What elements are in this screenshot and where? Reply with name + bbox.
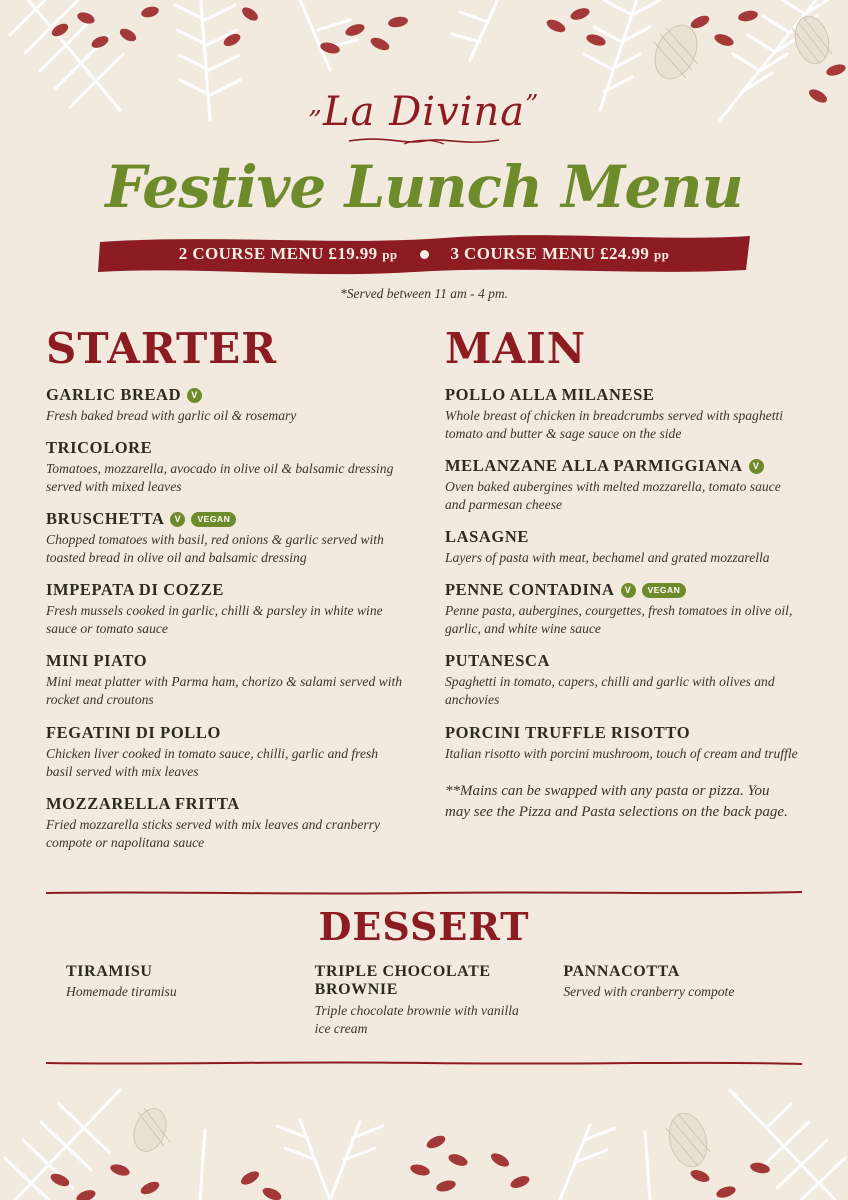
menu-item-description: Chopped tomatoes with basil, red onions & garlic served with toasted bread in olive oil and balsamic dressing [46,532,384,566]
menu-item-description: Mini meat platter with Parma ham, chorizo & salami served with rocket and croutons [46,674,403,708]
brand-quote-close: ” [525,90,540,120]
menu-item-name [46,795,403,814]
menu-item [315,963,534,1038]
menu-item-description: Homemade tiramisu [66,984,177,1000]
vegetarian-badge: V [170,512,185,527]
menu-item-name [445,528,802,547]
mains-swap-note: **Mains can be swapped with any pasta or pizza. You may see the Pizza and Pasta selections on the back page. [445,782,788,821]
menu-item-description: Penne pasta, aubergines, courgettes, fresh tomatoes in olive oil, garlic, and white wine sauce [445,603,793,637]
menu-item-description: Tomatoes, mozzarella, avocado in olive oil & balsamic dressing served with mixed leaves [46,461,394,495]
menu-item [445,581,802,638]
starter-items [46,386,403,852]
menu-item-description: Fresh mussels cooked in garlic, chilli & parsley in white wine sauce or tomato sauce [46,603,383,637]
dessert-divider-top [46,882,802,886]
menu-columns [0,302,848,866]
menu-item-description: Chicken liver cooked in tomato sauce, chilli, garlic and fresh basil served with mix leaves [46,745,379,779]
menu-item-name [445,652,802,671]
menu-item-name: TRIPLE CHOCOLATE BROWNIE [314,962,491,999]
menu-item-description: Fried mozzarella sticks served with mix leaves and cranberry compote or napolitana sauce [46,816,380,850]
three-course-price: 3 COURSE MENU £24.99 pp [450,244,670,263]
vegan-badge: VEGAN [191,512,236,527]
menu-item-description: Oven baked aubergines with melted mozzarella, tomato sauce and parmesan cheese [445,479,781,513]
menu-item [46,439,403,496]
vegetarian-badge: V [621,583,636,598]
main-column [445,324,802,866]
menu-item-name [46,724,403,743]
starter-column [46,324,403,866]
menu-header [0,0,848,302]
decorative-foliage-bottom [0,1010,848,1200]
menu-item [46,386,403,425]
menu-item-name-text: GARLIC BREAD [46,385,182,404]
menu-item-name: PANNACOTTA [563,962,680,980]
menu-item-name-text: POLLO ALLA MILANESE [445,385,655,404]
vegetarian-badge: V [187,388,202,403]
menu-item [445,724,802,763]
menu-item-name [445,724,802,743]
menu-item-name-text: PUTANESCA [445,651,551,671]
menu-item [46,581,403,638]
menu-item-name-text: MINI PIATO [46,651,148,671]
menu-item-name-text: PENNE CONTADINA [445,580,615,600]
menu-item [563,963,782,1038]
brand-flourish-icon [344,134,504,146]
menu-item-name [445,386,802,405]
menu-item-name [46,439,403,458]
menu-item [46,795,403,852]
brand-name: La Divina [323,89,526,135]
menu-item [46,724,403,781]
menu-item [445,457,802,514]
menu-item-name [46,510,403,529]
dessert-heading: DESSERT [318,903,530,949]
menu-item-name-text: PORCINI TRUFFLE RISOTTO [445,722,691,742]
main-heading: MAIN [445,324,587,373]
menu-item-name-text: FEGATINI DI POLLO [46,722,221,742]
menu-item-description: Fresh baked bread with garlic oil & rosemary [46,407,297,423]
menu-item-description: Triple chocolate brownie with vanilla ice cream [314,1002,519,1036]
dessert-divider-bottom [46,1052,802,1056]
menu-item [445,528,802,567]
menu-item-name [445,457,802,476]
menu-item-description: Italian risotto with porcini mushroom, touch of cream and truffle [445,745,798,761]
menu-item-name: TIRAMISU [66,962,153,980]
two-course-price: 2 COURSE MENU £19.99 pp [178,244,398,263]
menu-item-description: Whole breast of chicken in breadcrumbs served with spaghetti tomato and butter & sage sauce on the side [445,407,784,442]
menu-item-name [46,581,403,600]
menu-item-name-text: LASAGNE [445,527,529,547]
menu-item-description: Spaghetti in tomato, capers, chilli and garlic with olives and anchovies [445,674,775,708]
menu-item-name-text: IMPEPATA DI COZZE [46,580,224,600]
brand-quote-open: „ [308,90,324,120]
menu-item [46,510,403,567]
menu-item-description: Layers of pasta with meat, bechamel and grated mozzarella [445,550,770,566]
two-course-pp: pp [382,247,398,262]
vegetarian-badge: V [749,459,764,474]
menu-item-name [46,652,403,671]
menu-item-name [445,581,802,600]
menu-item-name [46,386,403,405]
menu-item-name-text: MOZZARELLA FRITTA [46,793,240,813]
main-items [445,386,802,763]
menu-item-name-text: MELANZANE ALLA PARMIGGIANA [445,456,743,476]
menu-item-name-text: TRICOLORE [46,438,153,458]
menu-item [445,652,802,709]
menu-item [66,963,285,1038]
menu-item [445,386,802,443]
menu-item [46,652,403,709]
menu-item-description: Served with cranberry compote [563,984,735,1000]
starter-heading: STARTER [46,324,278,373]
page-title: Festive Lunch Menu [105,153,743,221]
three-course-pp: pp [653,247,670,262]
restaurant-brand [0,89,848,135]
serving-hours-note: *Served between 11 am - 4 pm. [339,286,509,301]
menu-item-name-text: BRUSCHETTA [46,509,165,529]
price-banner [94,232,754,276]
banner-separator-dot [420,250,429,259]
vegan-badge: VEGAN [642,583,687,598]
dessert-items [0,949,848,1038]
